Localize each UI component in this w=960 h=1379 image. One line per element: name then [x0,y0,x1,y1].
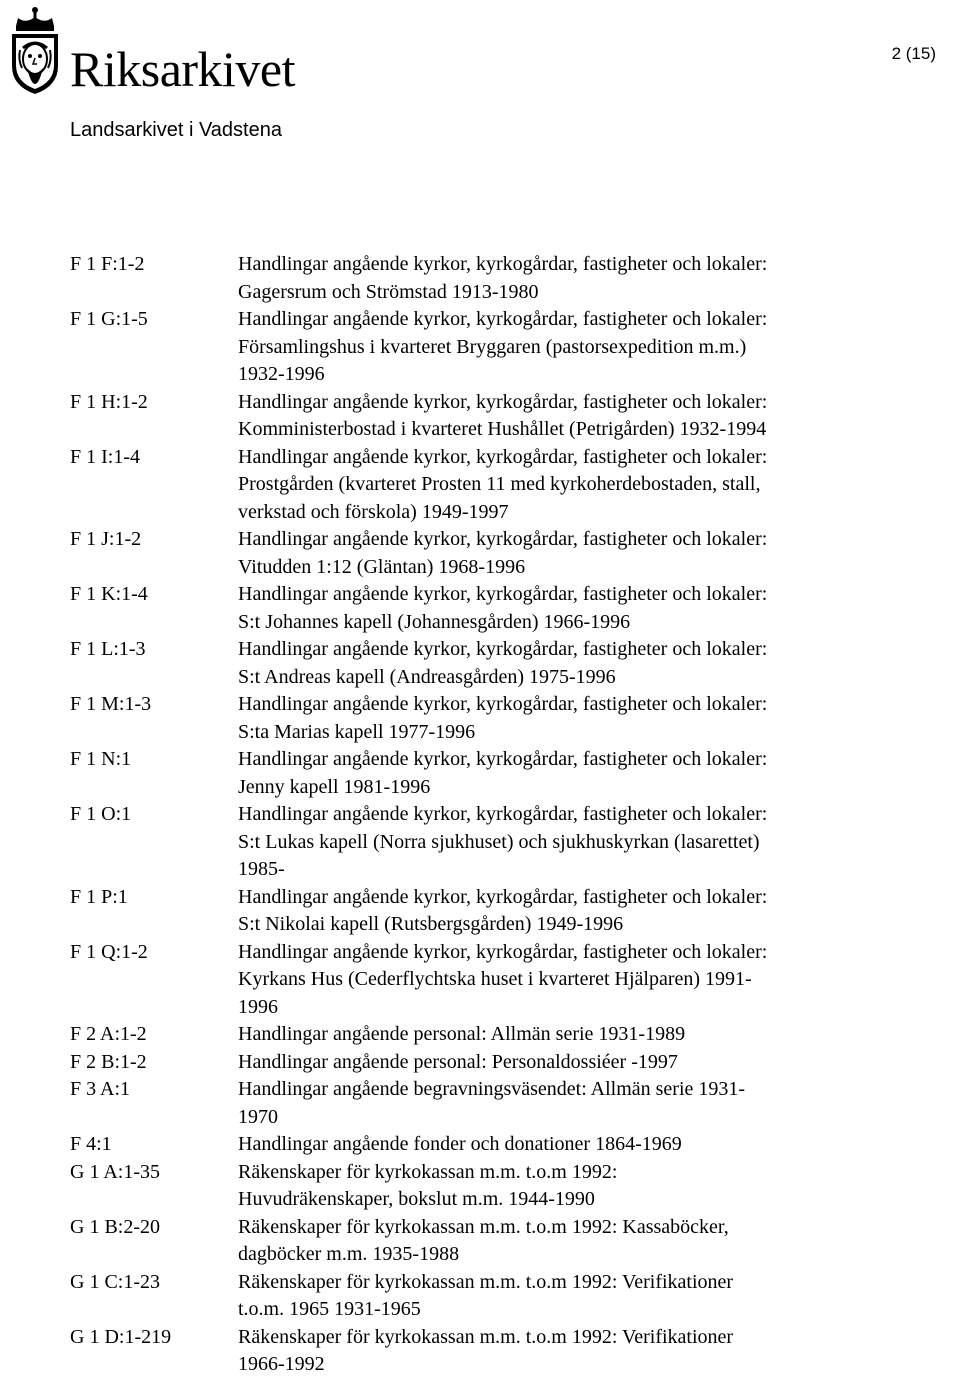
description-line: Handlingar angående personal: Personaldossiéer -1997 [238,1050,678,1073]
series-code: F 1 P:1 [70,885,128,908]
series-code: G 1 B:2-20 [70,1215,160,1238]
crest-logo-icon [6,4,64,96]
series-code: F 2 B:1-2 [70,1050,147,1073]
description-line: dagböcker m.m. 1935-1988 [238,1243,460,1265]
series-code: F 1 M:1-3 [70,693,152,715]
series-code: F 3 A:1 [70,1078,131,1100]
series-entry [70,444,930,527]
series-code: G 1 C:1-23 [70,1270,160,1293]
description-line: Handlingar angående personal: Allmän serie 1931-1989 [238,1023,686,1045]
series-entry [70,389,930,444]
series-code: F 1 K:1-4 [70,583,148,605]
series-code: F 2 A:1-2 [70,1023,147,1045]
series-code: F 1 N:1 [70,748,132,770]
archive-series-list [70,251,930,1379]
description-line: Handlingar angående kyrkor, kyrkogårdar, fastigheter och lokaler: [238,390,768,413]
series-entry [70,801,930,884]
description-line: Huvudräkenskaper, bokslut m.m. 1944-1990 [238,1188,595,1210]
description-line: Räkenskaper för kyrkokassan m.m. t.o.m 1992: [238,1160,618,1183]
document-header [0,0,960,150]
series-entry [70,1021,930,1049]
series-description [238,636,883,691]
description-line: S:t Andreas kapell (Andreasgården) 1975-1996 [238,665,616,688]
series-code: F 1 H:1-2 [70,390,148,413]
series-description [238,306,883,389]
series-description [238,691,883,746]
series-description [238,1324,883,1379]
description-line: Handlingar angående kyrkor, kyrkogårdar, fastigheter och lokaler: [238,445,768,468]
series-description [238,581,883,636]
description-line: S:t Johannes kapell (Johannesgården) 1966-1996 [238,610,631,633]
description-line: Räkenskaper för kyrkokassan m.m. t.o.m 1992: Kassaböcker, [238,1215,729,1238]
series-entry [70,1214,930,1269]
description-line: Handlingar angående kyrkor, kyrkogårdar, fastigheter och lokaler: [238,940,768,963]
series-code: G 1 D:1-219 [70,1325,172,1348]
series-code: F 4:1 [70,1133,112,1155]
series-description [238,1131,883,1159]
series-entry [70,526,930,581]
description-line: Jenny kapell 1981-1996 [238,775,431,798]
series-entry [70,1049,930,1077]
description-line: 1932-1996 [238,363,325,385]
series-code: F 1 Q:1-2 [70,940,148,963]
description-line: S:ta Marias kapell 1977-1996 [238,720,476,743]
series-description [238,526,883,581]
description-line: Komministerbostad i kvarteret Hushållet (Petrigården) 1932-1994 [238,418,767,440]
description-line: Handlingar angående kyrkor, kyrkogårdar, fastigheter och lokaler: [238,748,768,770]
description-line: 1970 [238,1105,278,1128]
series-entry [70,581,930,636]
description-line: Räkenskaper för kyrkokassan m.m. t.o.m 1992: Verifikationer [238,1325,734,1348]
series-entry [70,884,930,939]
description-line: Gagersrum och Strömstad 1913-1980 [238,280,539,303]
series-code: F 1 O:1 [70,803,132,825]
series-entry [70,306,930,389]
series-description [238,1076,883,1131]
series-description [238,251,883,306]
description-line: Kyrkans Hus (Cederflychtska huset i kvarteret Hjälparen) 1991- [238,968,752,990]
series-description [238,884,883,939]
description-line: Handlingar angående kyrkor, kyrkogårdar, fastigheter och lokaler: [238,693,768,715]
page-number: 2 (15) [891,44,936,63]
description-line: Handlingar angående kyrkor, kyrkogårdar, fastigheter och lokaler: [238,308,768,330]
series-description [238,1021,883,1049]
series-code: G 1 A:1-35 [70,1160,160,1183]
description-line: S:t Lukas kapell (Norra sjukhuset) och sjukhuskyrkan (lasarettet) [238,830,760,853]
description-line: Vitudden 1:12 (Gläntan) 1968-1996 [238,555,526,578]
description-line: Handlingar angående kyrkor, kyrkogårdar, fastigheter och lokaler: [238,803,768,825]
description-line: Handlingar angående fonder och donationer 1864-1969 [238,1133,682,1155]
series-description [238,1269,883,1324]
series-description [238,1049,883,1077]
description-line: Handlingar angående begravningsväsendet: Allmän serie 1931- [238,1078,746,1100]
series-entry [70,1131,930,1159]
archive-subtitle: Landsarkivet i Vadstena [70,119,282,141]
description-line: 1985- [238,858,285,880]
series-entry [70,1269,930,1324]
series-description [238,1214,883,1269]
series-description [238,1159,883,1214]
series-description [238,746,883,801]
description-line: Handlingar angående kyrkor, kyrkogårdar, fastigheter och lokaler: [238,885,768,908]
series-description [238,939,883,1022]
series-entry [70,1324,930,1379]
description-line: Handlingar angående kyrkor, kyrkogårdar, fastigheter och lokaler: [238,253,768,275]
description-line: Handlingar angående kyrkor, kyrkogårdar, fastigheter och lokaler: [238,528,768,550]
description-line: Handlingar angående kyrkor, kyrkogårdar, fastigheter och lokaler: [238,583,768,605]
description-line: 1966-1992 [238,1353,325,1375]
series-code: F 1 I:1-4 [70,445,140,468]
series-entry [70,1159,930,1214]
description-line: t.o.m. 1965 1931-1965 [238,1298,421,1320]
series-entry [70,636,930,691]
description-line: 1996 [238,995,278,1018]
series-entry [70,691,930,746]
description-line: Prostgården (kvarteret Prosten 11 med kyrkoherdebostaden, stall, [238,473,761,495]
description-line: Räkenskaper för kyrkokassan m.m. t.o.m 1992: Verifikationer [238,1270,734,1293]
description-line: Församlingshus i kvarteret Bryggaren (pastorsexpedition m.m.) [238,335,747,358]
series-code: F 1 J:1-2 [70,528,142,550]
series-code: F 1 F:1-2 [70,253,145,275]
series-code: F 1 L:1-3 [70,638,146,660]
series-description [238,444,883,527]
series-entry [70,251,930,306]
series-code: F 1 G:1-5 [70,308,148,330]
series-description [238,389,883,444]
riksarkivet-logo-text: Riksarkivet [70,41,296,97]
series-entry [70,746,930,801]
series-entry [70,939,930,1022]
description-line: verkstad och förskola) 1949-1997 [238,500,509,523]
description-line: S:t Nikolai kapell (Rutsbergsgården) 1949-1996 [238,913,624,935]
series-description [238,801,883,884]
description-line: Handlingar angående kyrkor, kyrkogårdar, fastigheter och lokaler: [238,638,768,660]
series-entry [70,1076,930,1131]
